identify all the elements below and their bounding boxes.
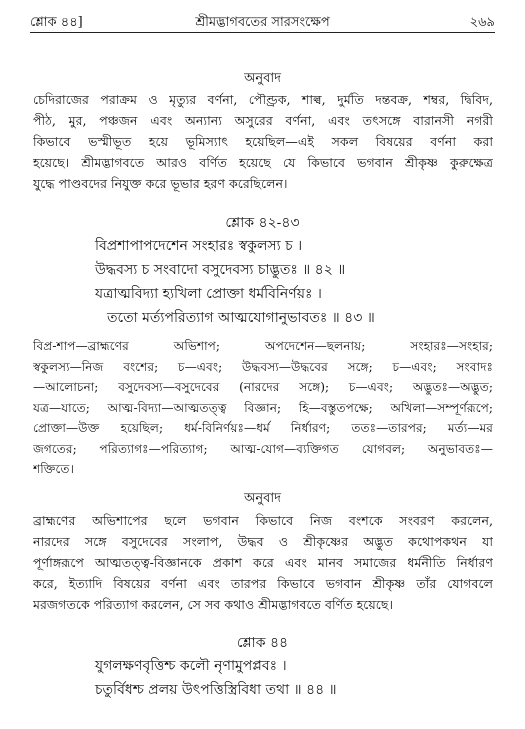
verse-line: ততো মর্ত্যপরিত্যাগ আত্মযোগানুভাবতঃ ॥ ৪৩ ॥: [107, 310, 375, 326]
paragraph-line: করে, ইত্যাদি বিষয়ের বর্ণনা এবং তারপর কিভাবে ভগবান শ্রীকৃষ্ণ তাঁর যোগবলে: [33, 576, 493, 591]
verse-44: [95, 654, 465, 702]
translation-paragraph-2: [33, 510, 493, 615]
paragraph-line: পূর্ণাঙ্গরূপে আত্মতত্ত্ব-বিজ্ঞানকে প্রকাশ করে এবং মানব সমাজের ধর্মনীতি নির্ধারণ: [33, 555, 493, 570]
translation-heading-1: অনুবাদ: [244, 71, 281, 86]
header-verse-ref: শ্লোক ৪৪]: [30, 15, 83, 30]
synonym-line: স্বকুলস্য—নিজ বংশের; চ—এবং; উদ্ধবস্য—উদ্ধবের সঙ্গে; চ—এবং; সংবাদঃ: [33, 359, 493, 374]
header-rule: [30, 32, 495, 33]
synonym-line: বিপ্র-শাপ—ব্রাহ্মণের অভিশাপ; অপদেশেন—ছলনায়; সংহারঃ—সংহার;: [33, 339, 493, 353]
synonym-line: প্রোক্তা—উক্ত হয়েছিল; ধর্ম-বিনির্ণয়ঃ—ধর্ম নির্ধারণ; ততঃ—তারপর; মর্ত্য—মর: [33, 421, 493, 435]
synonym-line: —আলোচনা; বসুদেবস্য—বসুদেবের (নারদের সঙ্গে); চ—এবং; অদ্ভুতঃ—অদ্ভুত;: [33, 380, 493, 394]
verse-line: চতুর্বিধশ্চ প্রলয় উৎপত্তিস্ত্রিবিধা তথা ॥ ৪৪ ॥: [95, 682, 337, 698]
running-header: [30, 10, 495, 32]
verse-line: যুগলক্ষণবৃত্তিশ্চ কলৌ নৃণামুপপ্লবঃ ।: [95, 658, 287, 674]
paragraph-line: চেদিরাজের পরাক্রম ও মৃত্যুর বর্ণনা, পৌণ্ড্রক, শাল্ব, দুর্মতি দন্তবক্র, শম্বর, দ্বিবিদ,: [33, 92, 493, 107]
word-for-word-synonyms: [33, 336, 493, 480]
paragraph-line: পীঠ, মুর, পঞ্চজন এবং অন্যান্য অসুরের বর্ণনা, এবং তৎসঙ্গে বারানসী নগরী: [33, 113, 493, 128]
verse-line: বিপ্রশাপাপদেশেন সংহারঃ স্বকুলস্য চ ।: [95, 238, 303, 254]
paragraph-line: যুদ্ধে পাণ্ডবদের নিযুক্ত করে ভূভার হরণ করেছিলেন।: [33, 176, 288, 191]
header-book-title: শ্রীমদ্ভাগবতের সারসংক্ষেপ: [195, 15, 330, 30]
translation-heading-2: অনুবাদ: [244, 491, 281, 506]
verse-line: যত্রাত্মবিদ্যা হ্যখিলা প্রোক্তা ধর্মবিনির্ণয়ঃ ।: [95, 286, 322, 302]
shloka-title-44: শ্লোক ৪৪: [236, 635, 289, 651]
translation-paragraph-1: [33, 89, 493, 194]
synonym-line: যত্র—যাতে; আত্ম-বিদ্যা—আত্মতত্ত্ব বিজ্ঞান; হি—বস্তুতপক্ষে; অখিলা—সম্পূর্ণরূপে;: [33, 400, 493, 415]
header-page-number: ২৬৯: [469, 15, 495, 30]
shloka-title-42-43: শ্লোক ৪২-৪৩: [225, 215, 300, 231]
verse-42-43: [95, 234, 465, 330]
paragraph-line: ব্রাহ্মণের অভিশাপের ছলে ভগবান কিভাবে নিজ বংশকে সংবরণ করলেন,: [33, 513, 493, 528]
paragraph-line: নারদের সঙ্গে বসুদেবের সংলাপ, উদ্ধব ও শ্রীকৃষ্ণের অদ্ভুত কথোপকথন যা: [33, 534, 493, 549]
paragraph-line: মরজগতকে পরিত্যাগ করলেন, সে সব কথাও শ্রীমদ্ভাগবতে বর্ণিত হয়েছে।: [33, 597, 393, 612]
paragraph-line: হয়েছে। শ্রীমদ্ভাগবতে আরও বর্ণিত হয়েছে যে কিভাবে ভগবান শ্রীকৃষ্ণ কুরুক্ষেত্র: [33, 155, 493, 170]
synonym-line: শক্তিতে।: [33, 462, 74, 476]
paragraph-line: কিভাবে ভস্মীভূত হয়ে ভূমিস্যাৎ হয়েছিল—এই সকল বিষয়ের বর্ণনা করা: [33, 134, 493, 149]
verse-line: উদ্ধবস্য চ সংবাদো বসুদেবস্য চাদ্ভুতঃ ॥ ৪২ ॥: [95, 262, 346, 278]
synonym-line: জগতের; পরিত্যাগঃ—পরিত্যাগ; আত্ম-যোগ—ব্যক্তিগত যোগবল; অনুভাবতঃ—: [33, 441, 493, 456]
